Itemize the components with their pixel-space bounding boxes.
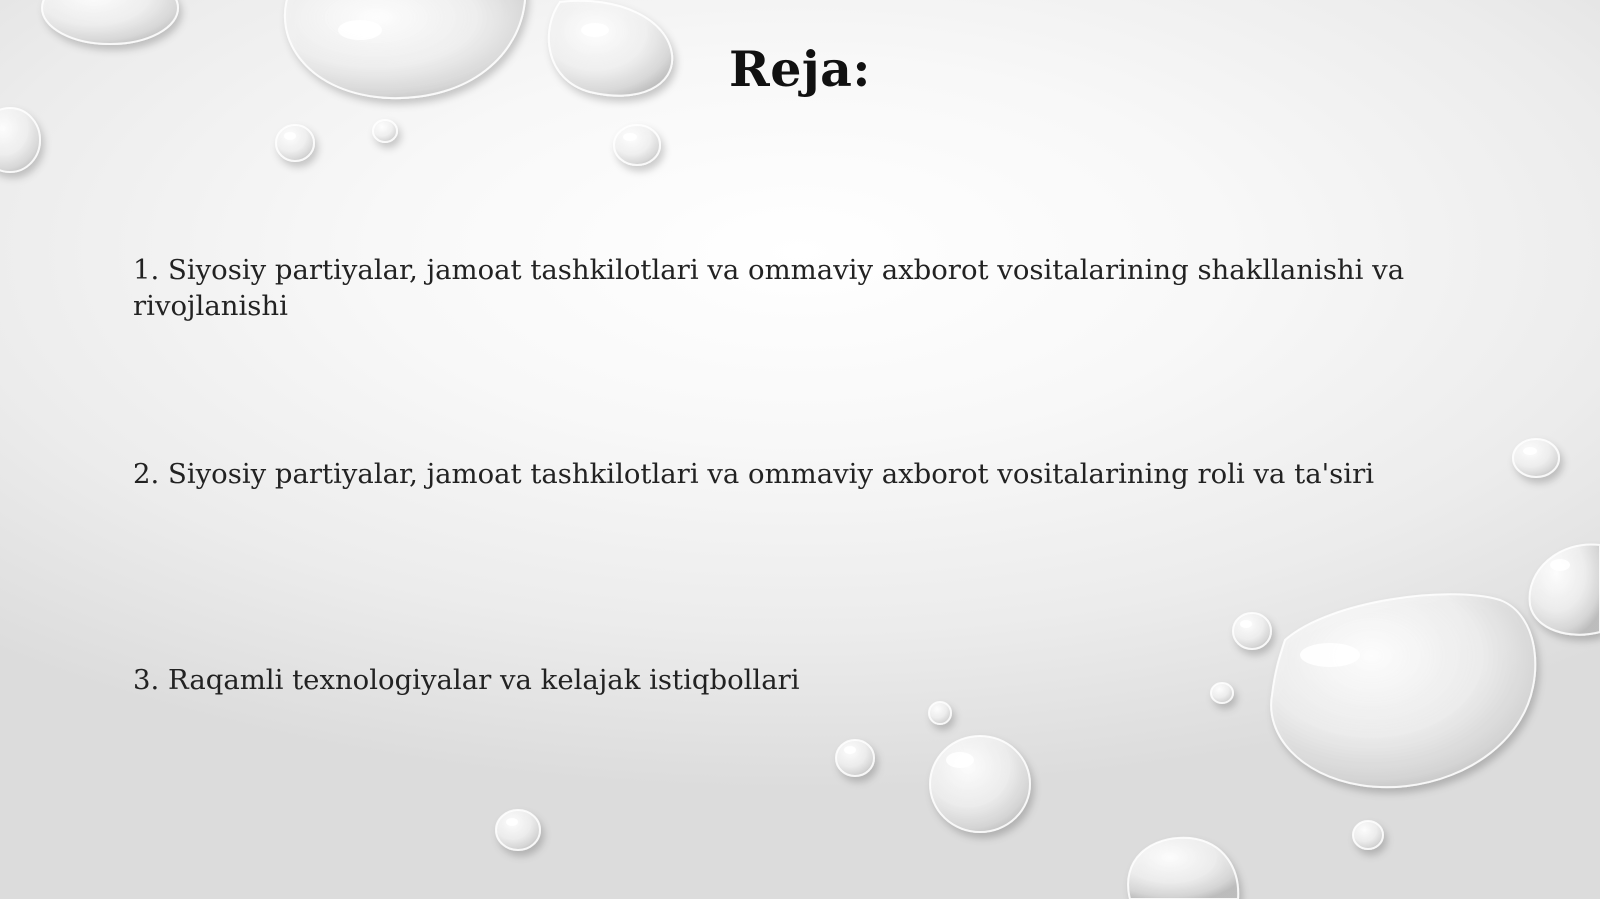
slide-title: Reja: [729,40,871,98]
agenda-item-2: 2. Siyosiy partiyalar, jamoat tashkilotlari va ommaviy axborot vositalarining roli va ta'siri [133,458,1375,490]
agenda-item-1: 1. Siyosiy partiyalar, jamoat tashkilotlari va ommaviy axborot vositalarining shakllanishi va rivojlanishi [133,254,1405,322]
agenda-item-3: 3. Raqamli texnologiyalar va kelajak istiqbollari [133,664,800,696]
